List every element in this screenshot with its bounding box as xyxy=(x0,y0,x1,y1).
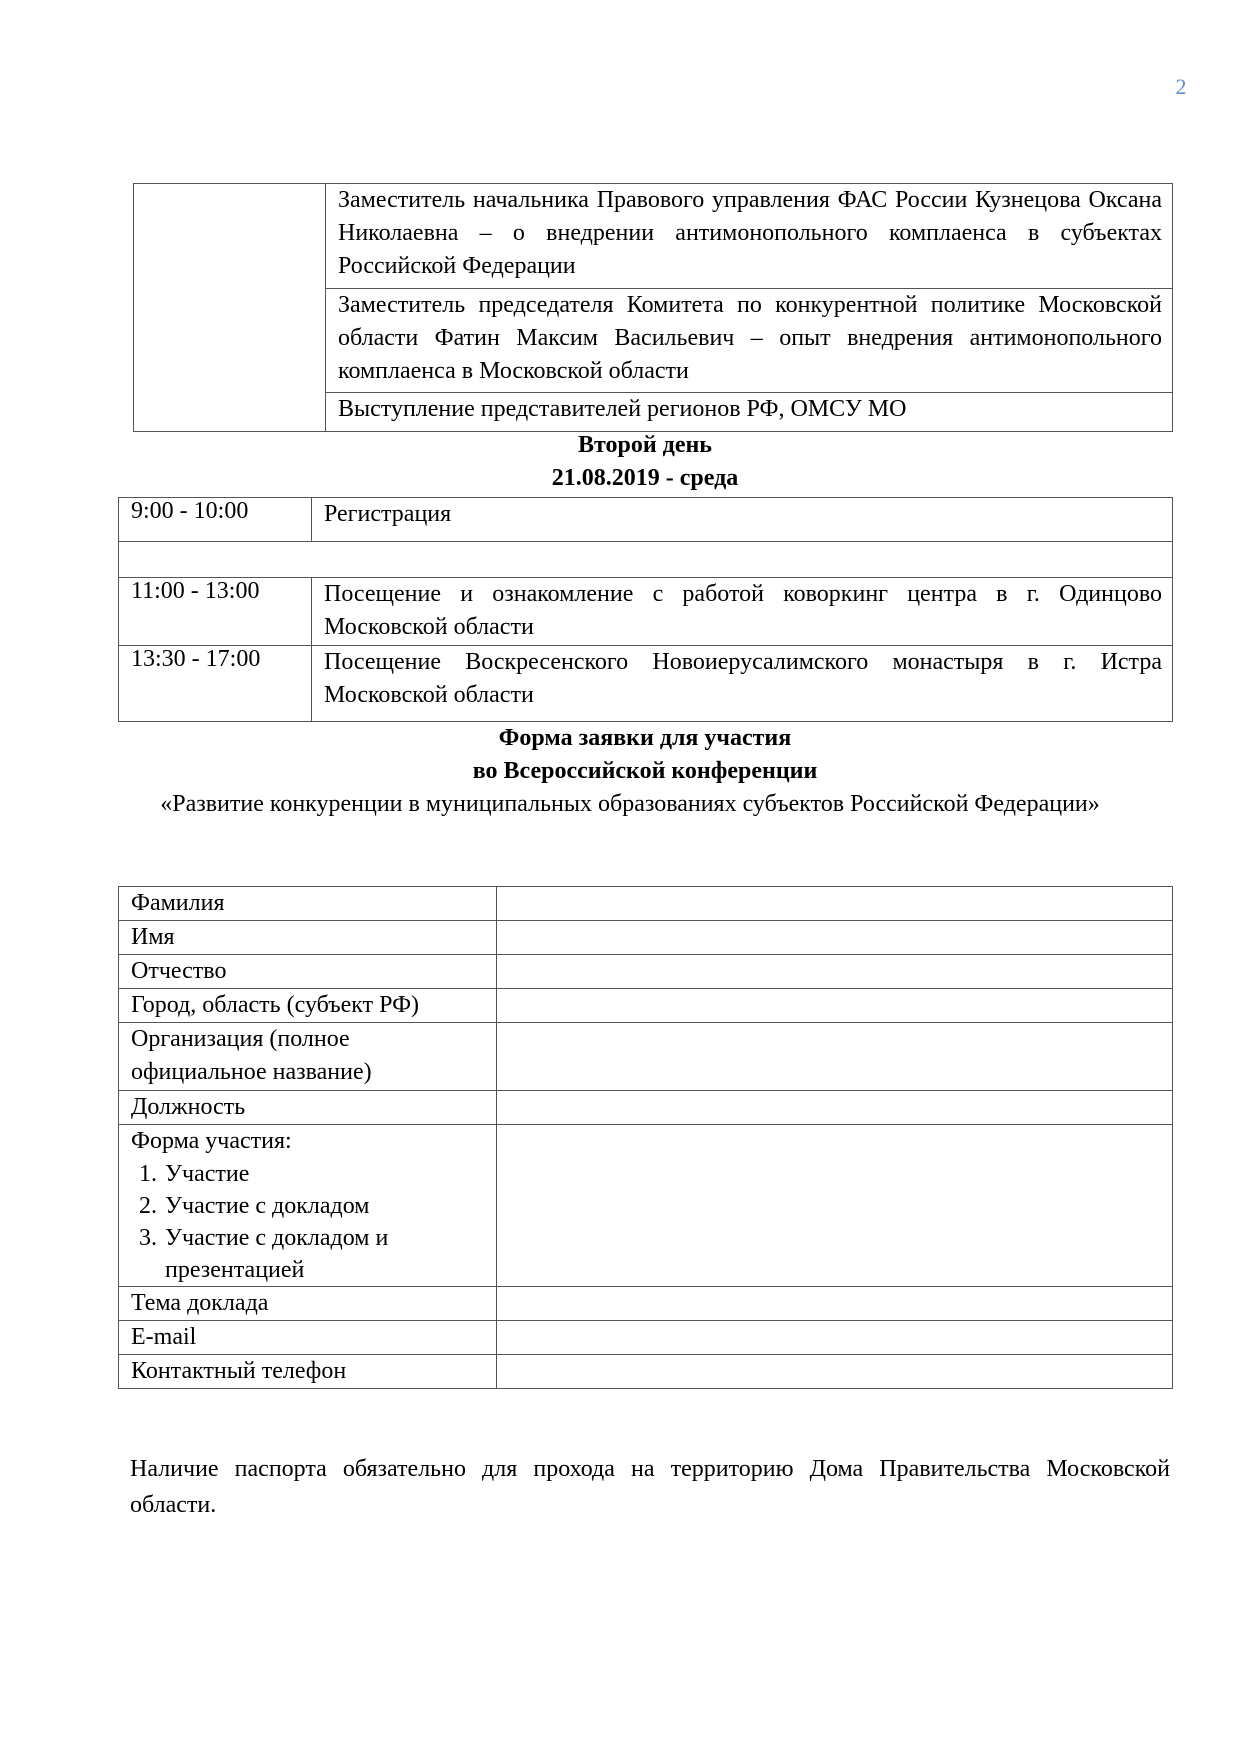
surname-field[interactable] xyxy=(497,887,1173,921)
event-cell: Посещение и ознакомление с работой коворкинг центра в г. Одинцово Московской области xyxy=(312,578,1173,646)
table-row xyxy=(119,578,1173,646)
form-row-name xyxy=(119,921,1173,955)
form-row-organization xyxy=(119,1023,1173,1091)
form-heading xyxy=(118,722,1172,788)
form-title-line2: во Всероссийской конференции xyxy=(472,758,818,784)
second-day-title: Второй день xyxy=(578,432,712,458)
application-form-table xyxy=(118,886,1173,1389)
form-subtitle: «Развитие конкуренции в муниципальных образованиях субъектов Российской Федерации» xyxy=(160,791,1100,817)
field-label: Имя xyxy=(119,921,497,955)
name-field[interactable] xyxy=(497,921,1173,955)
field-label: Должность xyxy=(119,1091,497,1125)
table-row xyxy=(119,542,1173,578)
field-label: Город, область (субъект РФ) xyxy=(119,989,497,1023)
form-row-phone xyxy=(119,1355,1173,1389)
field-label: Фамилия xyxy=(119,887,497,921)
patronymic-field[interactable] xyxy=(497,955,1173,989)
report-topic-field[interactable] xyxy=(497,1287,1173,1321)
form-row-city xyxy=(119,989,1173,1023)
second-day-date: 21.08.2019 - среда xyxy=(551,465,739,491)
time-cell: 11:00 - 13:00 xyxy=(119,578,312,646)
form-title-line1: Форма заявки для участия xyxy=(498,725,792,751)
participation-options xyxy=(131,1158,488,1286)
field-label: Организация (полное официальное название) xyxy=(119,1023,497,1091)
field-label: Отчество xyxy=(119,955,497,989)
table-row xyxy=(119,646,1173,722)
form-row-surname xyxy=(119,887,1173,921)
participation-option: 1. Участие xyxy=(163,1158,488,1190)
participation-field[interactable] xyxy=(497,1125,1173,1287)
page-number: 2 xyxy=(1175,74,1187,99)
email-field[interactable] xyxy=(497,1321,1173,1355)
second-day-heading xyxy=(118,429,1172,495)
organization-field[interactable] xyxy=(497,1023,1173,1091)
event-cell: Регистрация xyxy=(312,498,1173,542)
participation-option: 3. Участие с докладом и презентацией xyxy=(163,1222,488,1286)
time-cell-empty xyxy=(134,184,326,432)
field-label: Контактный телефон xyxy=(119,1355,497,1389)
position-field[interactable] xyxy=(497,1091,1173,1125)
empty-cell xyxy=(119,542,1173,578)
form-row-email xyxy=(119,1321,1173,1355)
program-item: Заместитель председателя Комитета по конкурентной политике Московской области Фатин Максим Васильевич – опыт внедрения антимонопольного комплаенса в Московской области xyxy=(326,289,1173,393)
table-row xyxy=(134,184,1173,289)
second-day-program-table xyxy=(118,497,1173,722)
time-cell: 9:00 - 10:00 xyxy=(119,498,312,542)
passport-note: Наличие паспорта обязательно для прохода на территорию Дома Правительства Московской области. xyxy=(130,1456,1170,1518)
form-row-patronymic xyxy=(119,955,1173,989)
field-label: Форма участия: xyxy=(131,1128,292,1154)
program-item: Выступление представителей регионов РФ, ОМСУ МО xyxy=(326,393,1173,432)
city-field[interactable] xyxy=(497,989,1173,1023)
first-day-program-table xyxy=(133,183,1173,432)
participation-option: 2. Участие с докладом xyxy=(163,1190,488,1222)
time-cell: 13:30 - 17:00 xyxy=(119,646,312,722)
form-row-report-topic xyxy=(119,1287,1173,1321)
form-row-position xyxy=(119,1091,1173,1125)
program-item: Заместитель начальника Правового управления ФАС России Кузнецова Оксана Николаевна – о внедрении антимонопольного комплаенса в субъектах Российской Федерации xyxy=(326,184,1173,289)
event-cell: Посещение Воскресенского Новоиерусалимского монастыря в г. Истра Московской области xyxy=(312,646,1173,722)
form-row-participation xyxy=(119,1125,1173,1287)
field-label: E-mail xyxy=(119,1321,497,1355)
participation-label-cell xyxy=(119,1125,497,1287)
phone-field[interactable] xyxy=(497,1355,1173,1389)
table-row xyxy=(119,498,1173,542)
field-label: Тема доклада xyxy=(119,1287,497,1321)
